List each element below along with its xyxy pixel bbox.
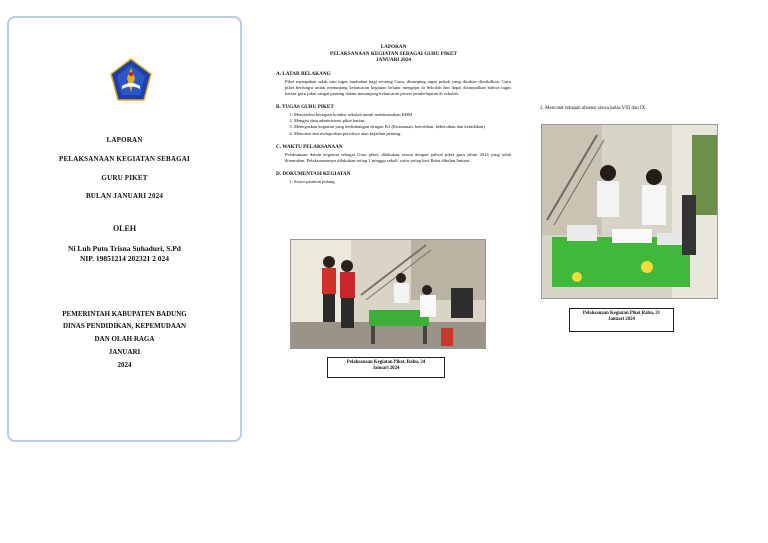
list-item: 1. Siswa pamitan pulang. [294,179,511,185]
author-name: Ni Luh Putu Trisna Suhaduri, S.Pd [68,244,181,253]
caption-photo-2 [569,308,674,332]
institution-year: 2024 [117,361,132,369]
cover-title-4: BULAN JANUARI 2024 [85,192,164,200]
section-a-text: Piket merupakan salah satu tugas tambahan bagi seorang Guru, disamping tugas pokok yang dicakan diwakilkan. Guru piket berfungsi untuk menunjang kelancaran kegiatan belajar mengajar di Sekolah dan dapat disimpulkan bahwa tugas harian guru piket sangat penting dalam menunjang kelancaran proses pembelajaran di sekolah. [285,78,511,96]
cover-title-3: GURU PIKET [101,174,148,182]
report-page [276,44,511,185]
cover-oleh: OLEH [112,224,137,233]
list-item: 4. Mencatat dan melaporkan peristiwa atau kejadian penting. [294,131,511,137]
list-item: 1. Memeriksa kesiapan kondisi sekolah untuk melaksanakan KBM [294,112,511,118]
caption-2-line-2: Januari 2024 [608,317,635,323]
documentation-list [285,179,511,185]
institution-month: JANUARI [108,348,141,356]
section-c-text: Pelaksanaan dalam kegiatan sebagai Guru piket, dilakukan sesuai dengan jadwal piket guru tahun 2024 yang telah ditentukan. Pelaksanaannya dilakukan setiap 1 minggu sekali, yaitu setiap hari Rabu dibulan Januari. [285,151,511,164]
documentation-item-2: 2. Mencatat rekapan absensi siswa kelas VIII dan IX. [540,106,647,111]
list-item: 3. Menegaskan kegiatan yang berhubungan dengan K3 (Keamanan, ketertiban, kebersihan dan keindahan) [294,124,511,130]
cover-title-2: PELAKSANAAN KEGIATAN SEBAGAI [59,155,190,163]
institution-line-1: PEMERINTAH KABUPATEN BADUNG [62,310,187,318]
photo-attendance-recap [541,124,718,299]
section-d-heading: D. DOKUMENTASI KEGIATAN [276,171,351,178]
report-header [276,44,511,64]
section-a-heading: A. LATAR BELAKANG [276,70,331,77]
duties-list [285,112,511,137]
caption-photo-1 [327,357,445,378]
author-nip: NIP. 19851214 202321 2 024 [79,254,170,263]
caption-1-line-1: Pelaksanaan Kegiatan Piket, Rabu, 24 [346,360,426,365]
list-item: 2. Mengisi data administrasi piket harian. [294,118,511,124]
report-header-1: LAPORAN [380,44,407,50]
cover-title-1: LAPORAN [106,136,143,144]
report-header-3: JANUARI 2024 [375,57,411,63]
badung-emblem-icon [109,58,153,102]
photo-students-leaving [290,239,486,349]
photo-attendance-recap-image [542,125,717,298]
photo-students-leaving-image [291,240,485,348]
section-b-heading: B. TUGAS GURU PIKET [276,104,334,111]
institution-line-2: DINAS PENDIDIKAN, KEPEMUDAAN [62,322,187,330]
cover-page [7,16,242,442]
report-header-2: PELAKSANAAN KEGIATAN SEBAGAI GURU PIKET [330,50,457,57]
caption-1-line-2: Januari 2024 [372,366,400,372]
section-c-heading: C. WAKTU PELAKSANAAN [276,143,343,150]
caption-2-line-1: Pelaksanaan Kegiatan Piket Rabu, 31 [582,311,661,316]
institution-line-3: DAN OLAH RAGA [94,335,155,343]
